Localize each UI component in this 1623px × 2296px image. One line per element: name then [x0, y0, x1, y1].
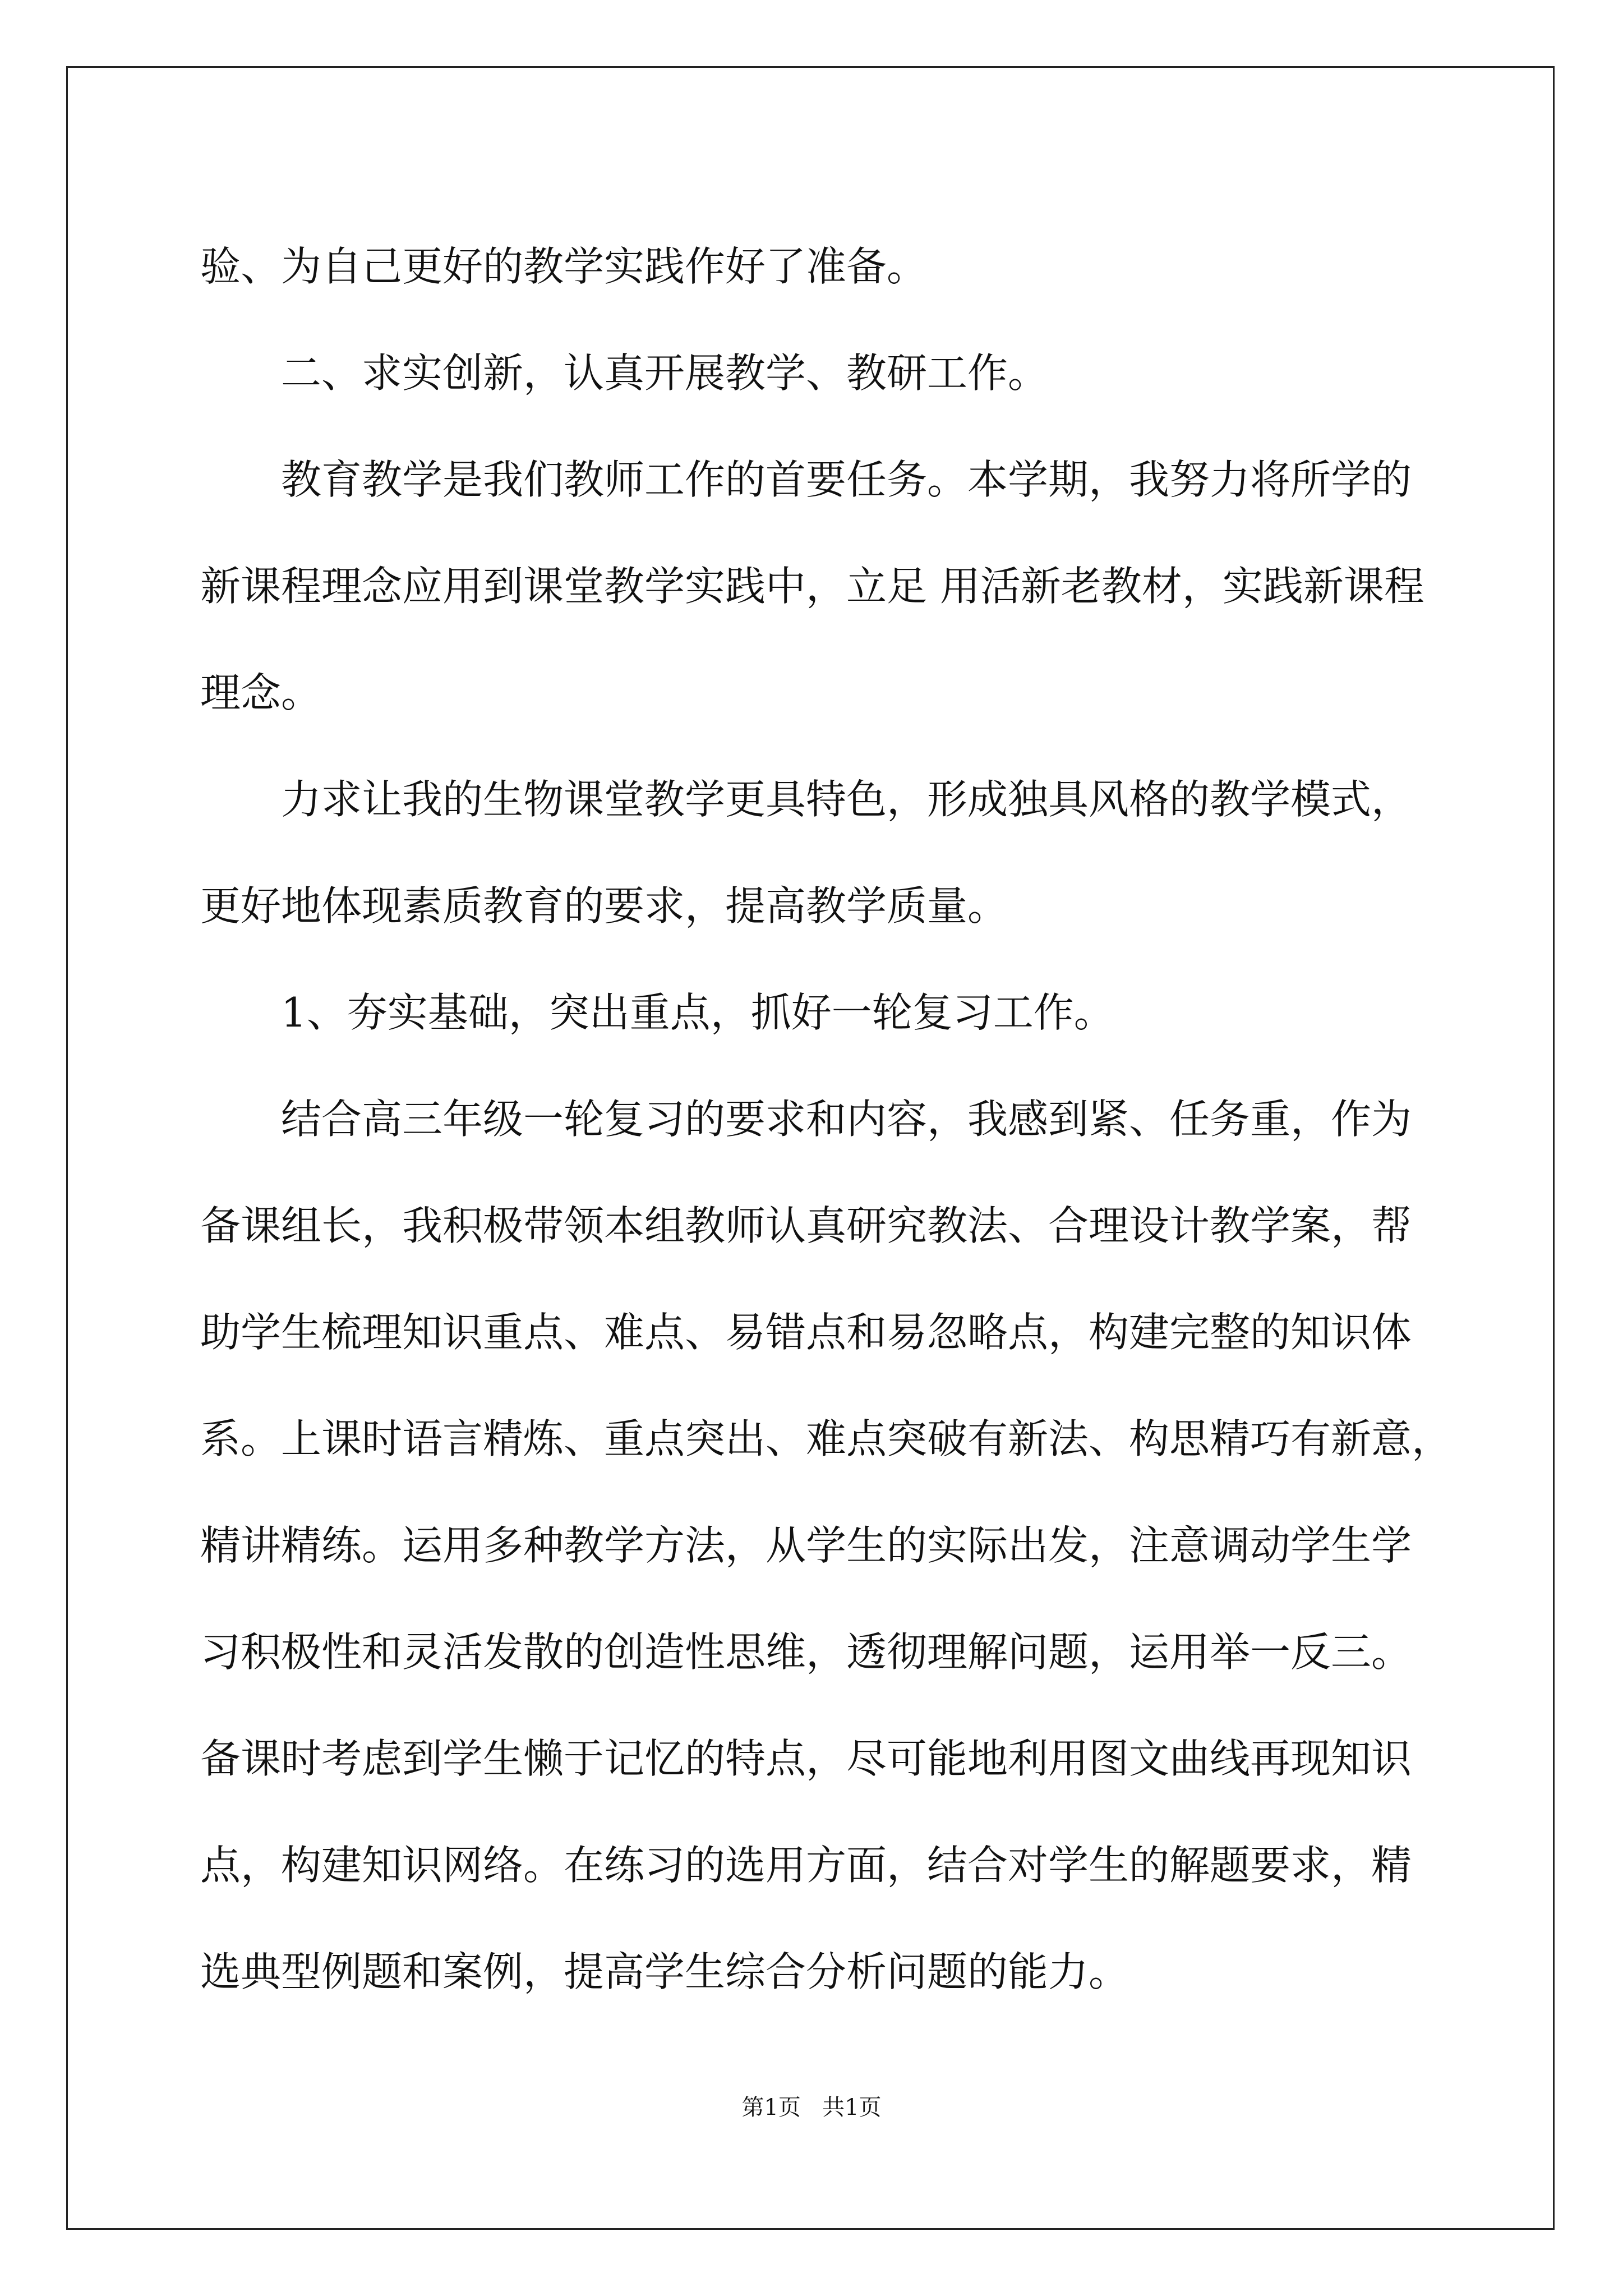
text-line: 备课时考虑到学生懒于记忆的特点，尽可能地利用图文曲线再现知识	[200, 1735, 1412, 1782]
page-number: 第1页	[741, 2095, 801, 2120]
text-line: 点，构建知识网络。在练习的选用方面，结合对学生的解题要求，精	[200, 1842, 1412, 1889]
text-line: 习积极性和灵活发散的创造性思维，透彻理解问题，运用举一反三。	[200, 1628, 1412, 1676]
text-line: 力求让我的生物课堂教学更具特色，形成独具风格的教学模式，	[281, 776, 1412, 823]
text-line: 助学生梳理知识重点、难点、易错点和易忽略点，构建完整的知识体	[200, 1309, 1412, 1356]
text-line: 精讲精练。运用多种教学方法，从学生的实际出发，注意调动学生学	[200, 1522, 1412, 1569]
text-line: 系。上课时语言精炼、重点突出、难点突破有新法、构思精巧有新意，	[200, 1415, 1453, 1462]
document-body	[200, 213, 1453, 2025]
text-line: 验、为自己更好的教学实践作好了准备。	[200, 243, 928, 290]
text-line: 新课程理念应用到课堂教学实践中，立足 用活新老教材，实践新课程	[200, 563, 1424, 610]
text-line: 1、夯实基础，突出重点，抓好一轮复习工作。	[281, 989, 1114, 1036]
footer-gap	[801, 2095, 822, 2120]
text-line: 备课组长，我积极带领本组教师认真研究教法、合理设计教学案，帮	[200, 1202, 1412, 1249]
page-total: 共1页	[822, 2095, 882, 2120]
text-line: 二、求实创新，认真开展教学、教研工作。	[281, 349, 1049, 397]
page-footer	[0, 2090, 1623, 2122]
text-line: 选典型例题和案例，提高学生综合分析问题的能力。	[200, 1948, 1129, 1995]
text-line: 理念。	[200, 669, 322, 716]
text-line: 教育教学是我们教师工作的首要任务。本学期，我努力将所学的	[281, 456, 1412, 503]
text-line: 结合高三年级一轮复习的要求和内容，我感到紧、任务重，作为	[281, 1096, 1412, 1143]
text-line: 更好地体现素质教育的要求，提高教学质量。	[200, 882, 1008, 930]
